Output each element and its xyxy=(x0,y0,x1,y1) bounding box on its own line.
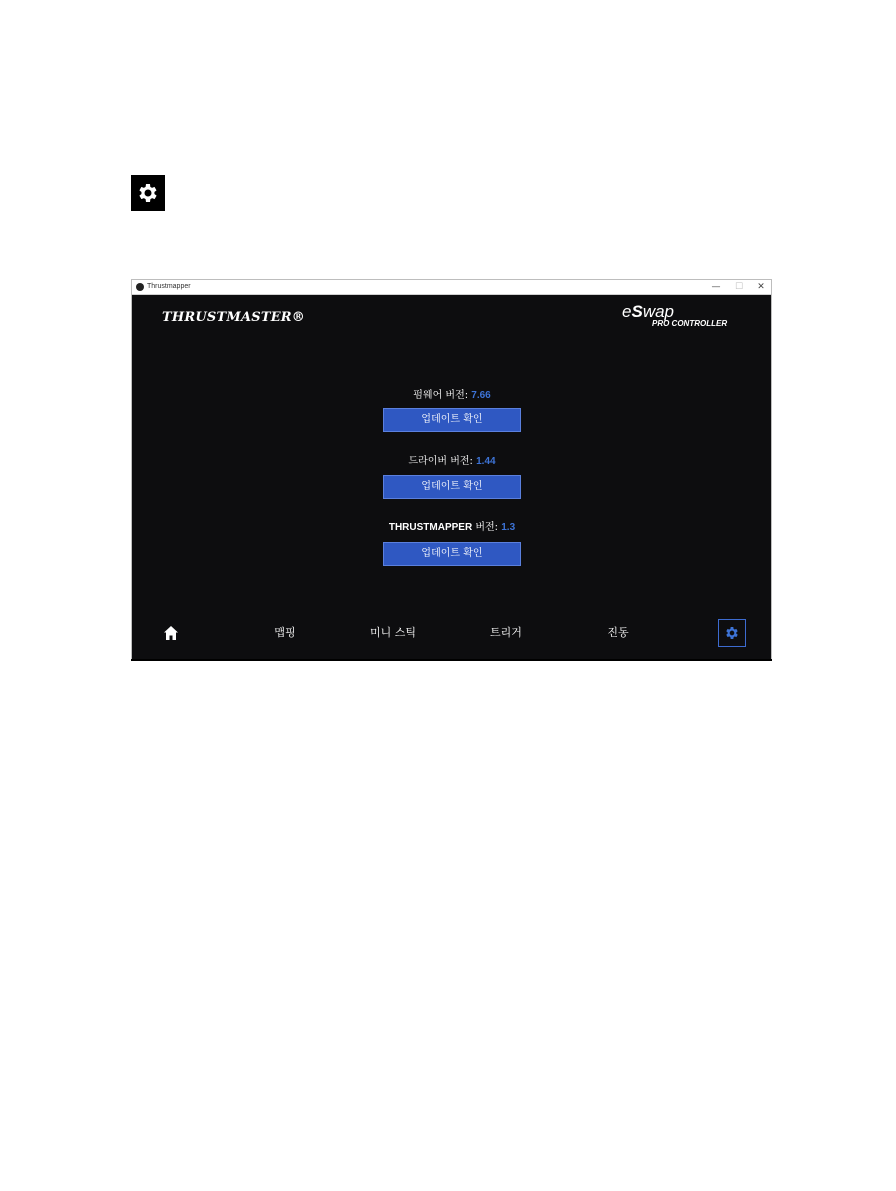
title-bar xyxy=(132,280,771,295)
firmware-update-button[interactable]: 업데이트 확인 xyxy=(383,408,521,432)
firmware-version-label xyxy=(132,389,772,403)
thrustmapper-version-label xyxy=(132,521,772,535)
nav-vibration[interactable]: 진동 xyxy=(607,626,629,639)
home-button[interactable] xyxy=(156,618,186,648)
eswap-s: S xyxy=(631,302,643,321)
eswap-logo xyxy=(622,302,747,332)
app-logo-icon xyxy=(136,283,144,291)
gear-icon xyxy=(131,175,165,211)
divider xyxy=(131,659,772,661)
window-title: Thrustmapper xyxy=(147,283,191,290)
driver-version-text: 드라이버 버전: xyxy=(408,456,477,467)
home-icon xyxy=(163,625,179,641)
gear-icon xyxy=(724,625,740,641)
firmware-version-value: 7.66 xyxy=(471,390,491,401)
driver-update-button[interactable]: 업데이트 확인 xyxy=(383,475,521,499)
eswap-rest: wap xyxy=(642,302,674,321)
firmware-version-text: 펌웨어 버전: xyxy=(413,390,472,401)
pro-controller-label: PRO CONTROLLER xyxy=(652,319,728,328)
thrustmapper-update-button[interactable]: 업데이트 확인 xyxy=(383,542,521,566)
thrustmapper-version-value: 1.3 xyxy=(501,522,516,533)
maximize-button[interactable]: ☐ xyxy=(734,282,744,292)
nav-mini-stick[interactable]: 미니 스틱 xyxy=(369,626,416,639)
thrustmapper-version-text: 버전: xyxy=(472,522,502,533)
thrustmapper-window xyxy=(131,279,772,661)
thrustmapper-name: THRUSTMAPPER xyxy=(388,522,473,533)
settings-button[interactable] xyxy=(718,619,746,647)
bottom-nav xyxy=(132,618,772,650)
thrustmaster-logo: THRUSTMASTER® xyxy=(162,310,306,325)
close-button[interactable]: ✕ xyxy=(757,282,765,292)
minimize-button[interactable]: — xyxy=(711,282,721,292)
eswap-e: e xyxy=(622,302,632,321)
driver-version-value: 1.44 xyxy=(476,456,496,467)
nav-mapping[interactable]: 맵핑 xyxy=(274,626,296,639)
nav-trigger[interactable]: 트리거 xyxy=(490,626,522,639)
driver-version-label xyxy=(132,455,772,469)
